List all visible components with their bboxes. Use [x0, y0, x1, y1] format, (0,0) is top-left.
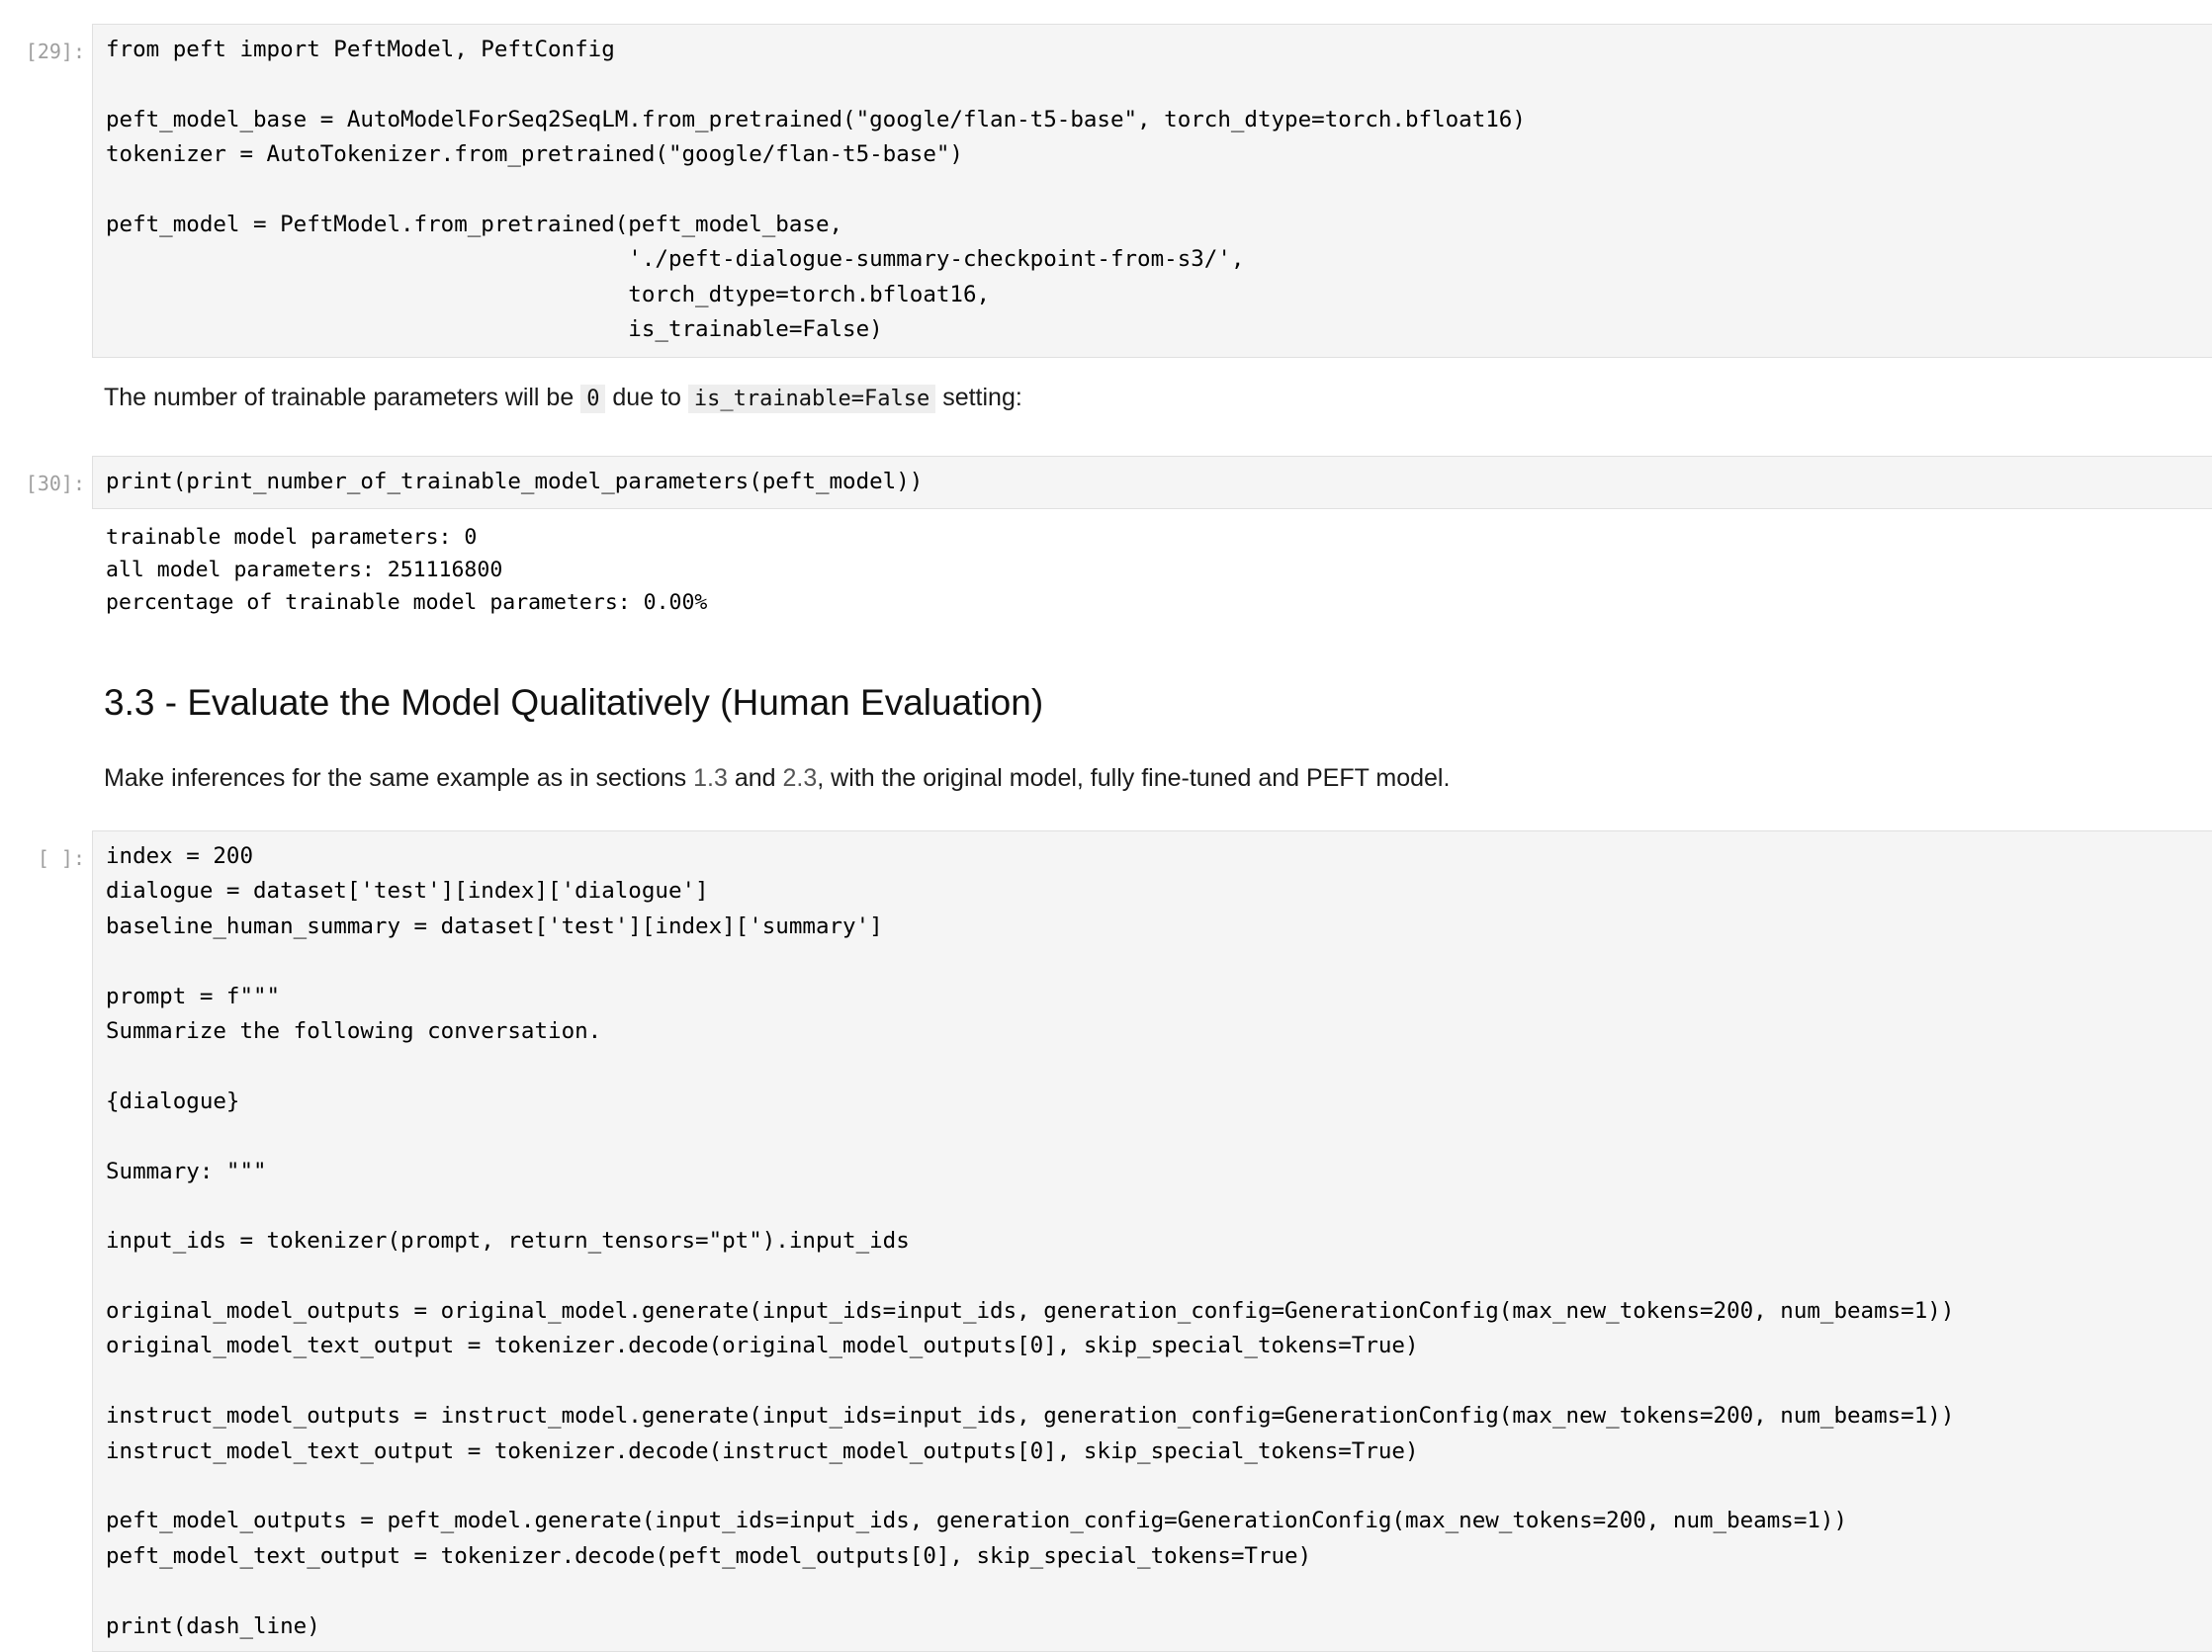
- code-line: instruct_model_text_output = tokenizer.decode(instruct_model_outputs[0], skip_special_tokens=True): [106, 1437, 1419, 1464]
- code-editor[interactable]: [106, 465, 923, 499]
- code-line: [106, 1364, 1954, 1399]
- cell-prompt: [30]:: [25, 472, 85, 495]
- code-line: Summary: """: [106, 1158, 267, 1184]
- code-line: [106, 1049, 1954, 1084]
- code-line: tokenizer = AutoTokenizer.from_pretrained("google/flan-t5-base"): [106, 141, 963, 168]
- output-line: trainable model parameters: 0: [106, 525, 478, 550]
- code-line: Summarize the following conversation.: [106, 1017, 602, 1044]
- code-line: from peft import PeftModel, PeftConfig: [106, 37, 615, 62]
- note-text: and: [727, 764, 783, 792]
- code-line: dialogue = dataset['test'][index]['dialogue']: [106, 878, 709, 905]
- code-line: peft_model_base = AutoModelForSeq2SeqLM.from_pretrained("google/flan-t5-base", torch_dtype=torch.bfloat16): [106, 106, 1526, 132]
- code-line: torch_dtype=torch.bfloat16,: [106, 281, 991, 307]
- code-editor[interactable]: [106, 33, 1526, 348]
- output-line: percentage of trainable model parameters: 0.00%: [106, 590, 708, 615]
- code-line: [106, 1574, 1954, 1609]
- markdown-inference-note: [104, 761, 1450, 795]
- section-link-2-3[interactable]: 2.3: [782, 764, 818, 792]
- note-text: , with the original model, fully fine-tuned and PEFT model.: [817, 764, 1451, 792]
- code-line: instruct_model_outputs = instruct_model.generate(input_ids=input_ids, generation_config=GenerationConfig(max_new_tokens=200, num_beams=1)): [106, 1403, 1955, 1430]
- section-link-1-3[interactable]: 1.3: [693, 764, 728, 792]
- code-line: [106, 1189, 1954, 1224]
- code-line: [106, 1260, 1954, 1294]
- note-text: Make inferences for the same example as in sections: [104, 764, 694, 792]
- code-line: prompt = f""": [106, 983, 281, 1009]
- code-line: peft_model_outputs = peft_model.generate(input_ids=input_ids, generation_config=GenerationConfig(max_new_tokens=200, num_beams=1)): [106, 1508, 1847, 1534]
- cell-prompt: [29]:: [25, 40, 85, 63]
- code-line: [106, 173, 1526, 208]
- code-line: index = 200: [106, 843, 254, 869]
- inline-code: is_trainable=False: [688, 385, 935, 413]
- code-line: print(print_number_of_trainable_model_parameters(peft_model)): [106, 469, 924, 494]
- note-text: due to: [605, 384, 688, 411]
- cell-prompt: [ ]:: [37, 846, 85, 870]
- section-heading: 3.3 - Evaluate the Model Qualitatively (Human Evaluation): [104, 682, 1044, 723]
- code-line: input_ids = tokenizer(prompt, return_tensors="pt").input_ids: [106, 1228, 910, 1255]
- code-line: [106, 1119, 1954, 1154]
- markdown-trainable-note: [104, 381, 1022, 416]
- code-line: original_model_outputs = original_model.generate(input_ids=input_ids, generation_config=GenerationConfig(max_new_tokens=200, num_beams=1)): [106, 1298, 1955, 1325]
- code-line: {dialogue}: [106, 1087, 240, 1114]
- code-editor[interactable]: [106, 839, 1954, 1644]
- code-line: './peft-dialogue-summary-checkpoint-from-s3/',: [106, 246, 1245, 273]
- note-text: setting:: [935, 384, 1022, 411]
- inline-code: 0: [580, 385, 605, 413]
- code-line: original_model_text_output = tokenizer.decode(original_model_outputs[0], skip_special_tokens=True): [106, 1333, 1419, 1359]
- code-line: [106, 67, 1526, 102]
- code-line: [106, 1469, 1954, 1504]
- cell-output: [106, 521, 707, 619]
- code-line: peft_model_text_output = tokenizer.decode(peft_model_outputs[0], skip_special_tokens=True): [106, 1542, 1312, 1569]
- note-text: The number of trainable parameters will be: [104, 384, 581, 411]
- code-line: peft_model = PeftModel.from_pretrained(peft_model_base,: [106, 211, 843, 237]
- code-line: [106, 944, 1954, 979]
- code-line: print(dash_line): [106, 1612, 320, 1639]
- code-line: baseline_human_summary = dataset['test'][index]['summary']: [106, 913, 883, 939]
- output-line: all model parameters: 251116800: [106, 558, 503, 582]
- code-line: is_trainable=False): [106, 316, 883, 343]
